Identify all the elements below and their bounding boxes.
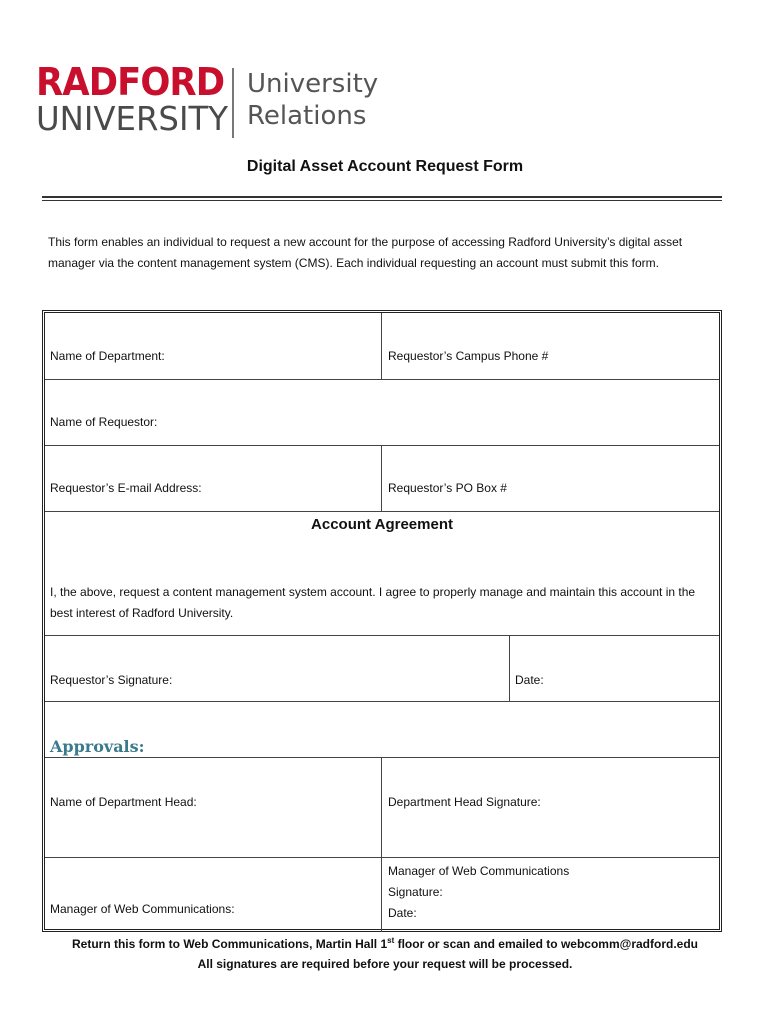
divider (509, 635, 510, 701)
divider (45, 635, 719, 636)
title-rule (42, 196, 722, 198)
divider (381, 445, 382, 511)
department-head-signature-field[interactable]: Department Head Signature: (388, 795, 541, 809)
divider (45, 445, 719, 446)
footer-return-instructions (0, 936, 770, 951)
po-box-field[interactable]: Requestor’s PO Box # (388, 481, 507, 495)
email-field[interactable]: Requestor’s E-mail Address: (50, 481, 202, 495)
department-field[interactable]: Name of Department: (50, 349, 165, 363)
logo-department-line1: University (247, 69, 379, 99)
manager-name-field[interactable]: Manager of Web Communications: (50, 902, 235, 916)
agreement-heading: Account Agreement (311, 516, 453, 533)
logo-radford-text: RADFORD (36, 60, 225, 104)
logo-department (247, 68, 378, 132)
logo-divider (232, 68, 234, 138)
manager-signature-field[interactable] (388, 861, 569, 924)
requestor-signature-field[interactable]: Requestor’s Signature: (50, 673, 173, 687)
campus-phone-field[interactable]: Requestor’s Campus Phone # (388, 349, 549, 363)
approvals-heading: Approvals: (50, 737, 145, 756)
department-head-name-field[interactable]: Name of Department Head: (50, 795, 197, 809)
divider (45, 857, 719, 858)
divider (381, 313, 382, 379)
title-rule-thin (42, 200, 722, 201)
logo-department-line2: Relations (247, 101, 367, 131)
manager-date-line: Date: (388, 906, 417, 920)
footer-line1-suffix: floor or scan and emailed to webcomm@radford.edu (394, 937, 698, 951)
footer-line1-prefix: Return this form to Web Communications, Martin Hall 1 (71, 937, 388, 951)
logo-university-text: UNIVERSITY (36, 99, 229, 138)
divider (45, 701, 719, 702)
manager-signature-line2: Signature: (388, 885, 443, 899)
footer-ordinal: st (387, 936, 395, 945)
form-title: Digital Asset Account Request Form (246, 158, 524, 175)
footer-signature-notice: All signatures are required before your request will be processed. (197, 957, 573, 971)
agreement-text: I, the above, request a content management system account. I agree to properly manage and maintain this account in the best interest of Radford University. (50, 585, 696, 620)
signature-date-field[interactable]: Date: (515, 673, 544, 687)
logo-wordmark (36, 62, 238, 136)
manager-signature-line1: Manager of Web Communications (388, 864, 570, 878)
divider (381, 757, 382, 932)
divider (45, 379, 719, 380)
divider (45, 757, 719, 758)
divider (45, 511, 719, 512)
form-table (42, 310, 722, 932)
intro-paragraph: This form enables an individual to request a new account for the purpose of accessing Radford University’s digital asset manager via the content management system (CMS). Each individual requesting an account must submit this form. (48, 235, 683, 270)
requestor-name-field[interactable]: Name of Requestor: (50, 415, 158, 429)
